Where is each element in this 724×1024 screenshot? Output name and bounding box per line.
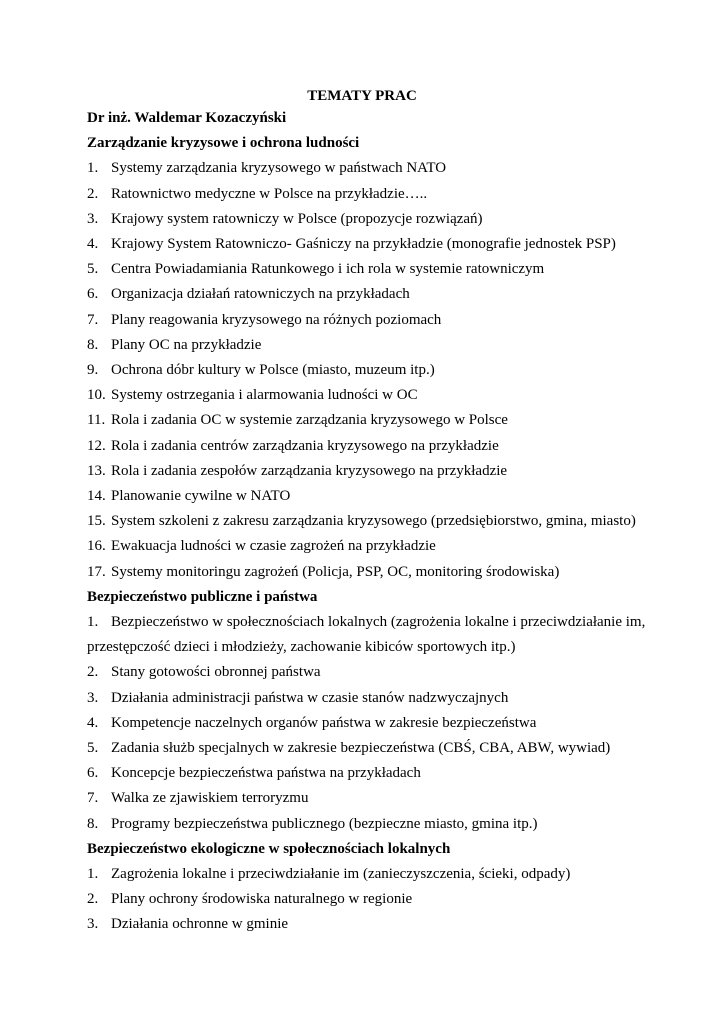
item-number: 1.: [87, 160, 99, 177]
list-item: [87, 434, 647, 459]
list-item: [87, 156, 647, 181]
item-number: 14.: [87, 488, 106, 505]
item-text: Rola i zadania OC w systemie zarządzania kryzysowego w Polsce: [111, 412, 508, 429]
item-text: Systemy ostrzegania i alarmowania ludności w OC: [111, 387, 418, 404]
item-text: Koncepcje bezpieczeństwa państwa na przykładach: [111, 765, 421, 782]
list-item: [87, 862, 647, 887]
item-number: 17.: [87, 563, 106, 580]
list-item: [87, 534, 647, 559]
list-item: [87, 887, 647, 912]
item-number: 11.: [87, 412, 106, 429]
section-heading-crisis-management: Zarządzanie kryzysowe i ochrona ludności: [87, 135, 360, 152]
list-item: [87, 912, 647, 937]
section-heading-ecological-security: Bezpieczeństwo ekologiczne w społecznościach lokalnych: [87, 840, 451, 857]
item-text: Stany gotowości obronnej państwa: [111, 664, 321, 681]
section-list-public-security: [87, 610, 647, 837]
item-number: 6.: [87, 765, 99, 782]
list-item: [87, 509, 647, 534]
list-item: [87, 786, 647, 811]
item-number: 10.: [87, 387, 106, 404]
list-item: [87, 484, 647, 509]
list-item: [87, 812, 647, 837]
item-text: Ewakuacja ludności w czasie zagrożeń na przykładzie: [111, 538, 436, 555]
item-number: 5.: [87, 261, 99, 278]
item-number: 2.: [87, 664, 99, 681]
list-item: [87, 736, 647, 761]
item-text: Plany OC na przykładzie: [111, 336, 262, 353]
item-text: Kompetencje naczelnych organów państwa w zakresie bezpieczeństwa: [111, 714, 537, 731]
item-number: 8.: [87, 815, 99, 832]
list-item: [87, 282, 647, 307]
item-number: 16.: [87, 538, 106, 555]
list-item: [87, 711, 647, 736]
item-number: 2.: [87, 185, 99, 202]
item-number: 7.: [87, 790, 99, 807]
item-text: System szkoleni z zakresu zarządzania kryzysowego (przedsiębiorstwo, gmina, miasto): [111, 513, 636, 530]
item-text: Plany ochrony środowiska naturalnego w regionie: [111, 891, 413, 908]
item-text: Krajowy System Ratowniczo- Gaśniczy na przykładzie (monografie jednostek PSP): [111, 235, 616, 252]
item-text: Rola i zadania centrów zarządzania kryzysowego na przykładzie: [111, 437, 499, 454]
item-text: Rola i zadania zespołów zarządzania kryzysowego na przykładzie: [111, 462, 508, 479]
item-number: 3.: [87, 689, 99, 706]
list-item: [87, 761, 647, 786]
item-text: Zagrożenia lokalne i przeciwdziałanie im (zanieczyszczenia, ścieki, odpady): [111, 866, 571, 883]
item-text: Działania administracji państwa w czasie stanów nadzwyczajnych: [111, 689, 509, 706]
item-number: 15.: [87, 513, 106, 530]
item-text: Zadania służb specjalnych w zakresie bezpieczeństwa (CBŚ, CBA, ABW, wywiad): [111, 740, 611, 757]
list-item: [87, 358, 647, 383]
list-item: [87, 383, 647, 408]
item-text: Ratownictwo medyczne w Polsce na przykładzie…..: [111, 185, 428, 202]
item-text: Bezpieczeństwo w społecznościach lokalnych (zagrożenia lokalne i przeciwdziałanie im,: [111, 614, 646, 631]
list-item: [87, 459, 647, 484]
list-item: [87, 560, 647, 585]
item-text: Planowanie cywilne w NATO: [111, 488, 291, 505]
item-text: Plany reagowania kryzysowego na różnych poziomach: [111, 311, 442, 328]
list-item: [87, 182, 647, 207]
item-number: 13.: [87, 462, 106, 479]
item-text: Krajowy system ratowniczy w Polsce (propozycje rozwiązań): [111, 210, 483, 227]
list-item: [87, 660, 647, 685]
item-number: 8.: [87, 336, 99, 353]
list-item: [87, 207, 647, 232]
item-text: Walka ze zjawiskiem terroryzmu: [111, 790, 309, 807]
item-number: 1.: [87, 866, 99, 883]
item-number: 12.: [87, 437, 106, 454]
item-number: 3.: [87, 916, 99, 933]
list-item: [87, 232, 647, 257]
item-text: Systemy monitoringu zagrożeń (Policja, PSP, OC, monitoring środowiska): [111, 563, 560, 580]
section-list-crisis-management: [87, 156, 647, 584]
list-item: [87, 333, 647, 358]
item-text: Centra Powiadamiania Ratunkowego i ich rola w systemie ratowniczym: [111, 261, 545, 278]
list-item: [87, 408, 647, 433]
document-content: [87, 106, 647, 938]
section-heading-public-security: Bezpieczeństwo publiczne i państwa: [87, 588, 318, 605]
item-number: 6.: [87, 286, 99, 303]
item-number: 4.: [87, 714, 99, 731]
list-item: [87, 257, 647, 282]
item-number: 1.: [87, 614, 99, 631]
item-text-continuation: przestępczość dzieci i młodzieży, zachowanie kibiców sportowych itp.): [87, 639, 516, 656]
item-number: 3.: [87, 210, 99, 227]
item-number: 5.: [87, 740, 99, 757]
item-number: 4.: [87, 235, 99, 252]
item-text: Ochrona dóbr kultury w Polsce (miasto, muzeum itp.): [111, 362, 435, 378]
item-text: Systemy zarządzania kryzysowego w państwach NATO: [111, 160, 447, 177]
item-number: 9.: [87, 362, 99, 378]
item-text: Organizacja działań ratowniczych na przykładach: [111, 286, 410, 303]
list-item: [87, 308, 647, 333]
section-list-ecological-security: [87, 862, 647, 938]
document-title: TEMATY PRAC: [307, 88, 417, 104]
item-text: Programy bezpieczeństwa publicznego (bezpieczne miasto, gmina itp.): [111, 815, 538, 832]
list-item: [87, 610, 647, 635]
item-text: Działania ochronne w gminie: [111, 916, 289, 933]
item-number: 2.: [87, 891, 99, 908]
item-number: 7.: [87, 311, 99, 328]
list-item: [87, 686, 647, 711]
author-line: Dr inż. Waldemar Kozaczyński: [87, 110, 287, 126]
